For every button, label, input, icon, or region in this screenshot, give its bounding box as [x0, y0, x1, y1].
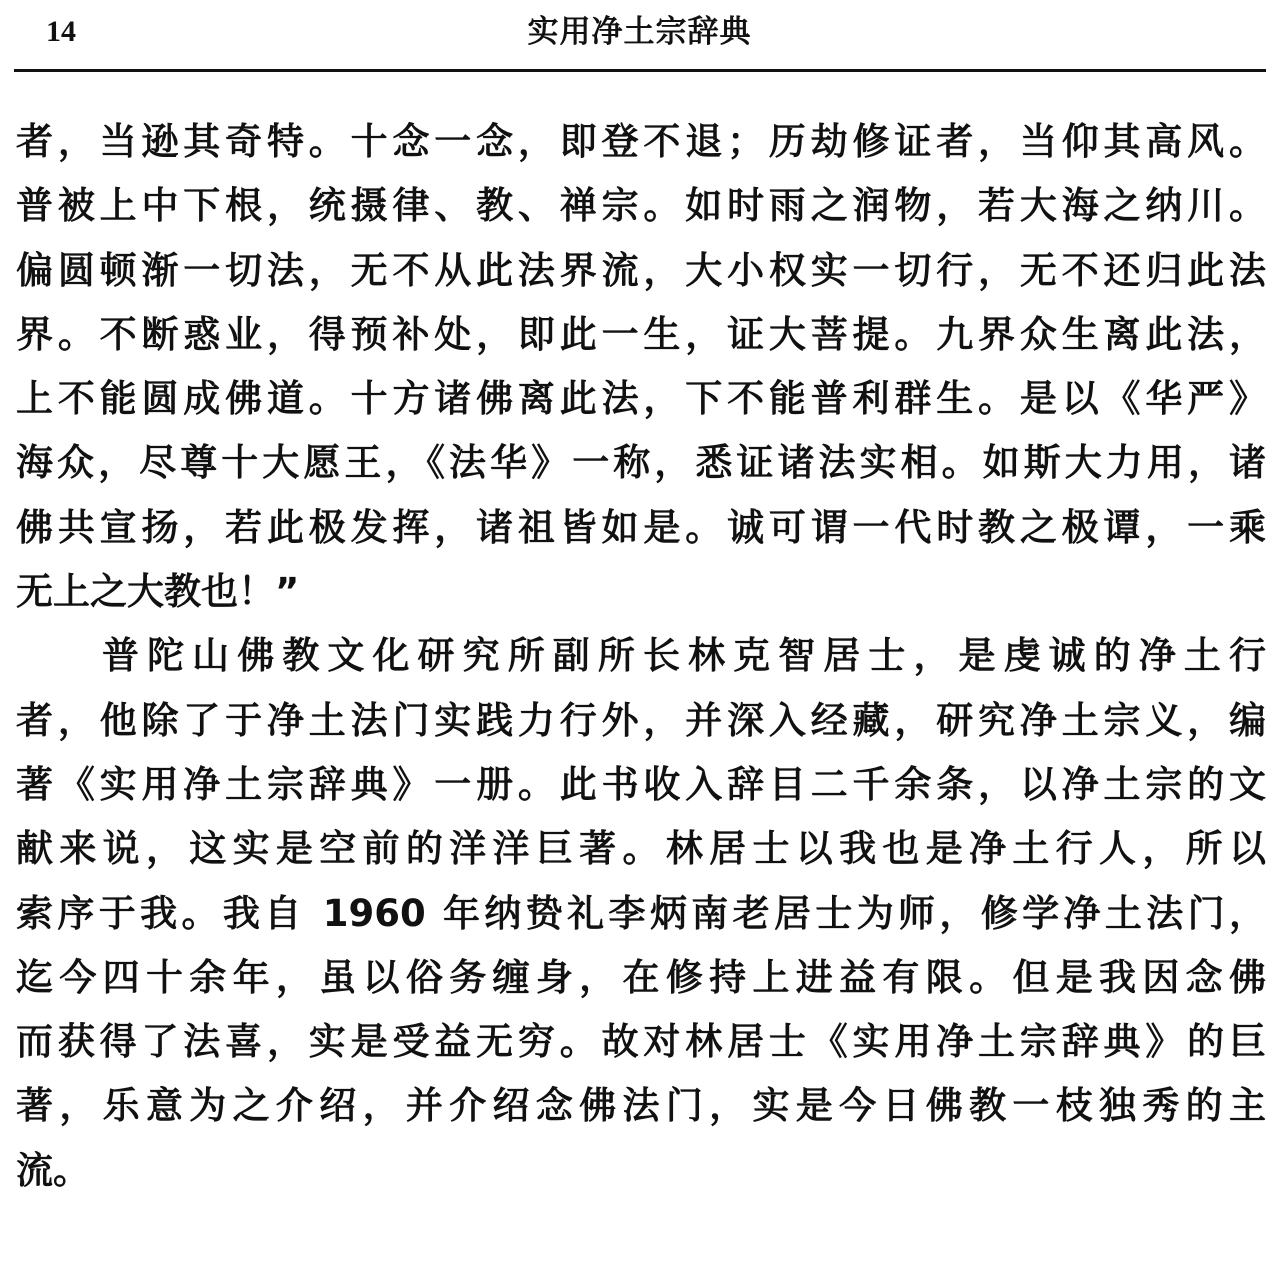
text-line: 著，乐意为之介绍，并介绍念佛法门，实是今日佛教一枝独秀的主	[16, 1084, 1266, 1128]
text-line: 著《实用净土宗辞典》一册。此书收入辞目二千余条，以净土宗的文	[16, 762, 1266, 806]
text-line: 献来说，这实是空前的洋洋巨著。林居士以我也是净土行人，所以	[16, 827, 1266, 871]
text-line: 索序于我。我自 1960 年纳贽礼李炳南老居士为师，修学净土法门，	[16, 891, 1266, 935]
text-line: 海众，尽尊十大愿王，《法华》一称，悉证诸法实相。如斯大力用，诸	[16, 441, 1266, 485]
paragraph-end-line: 无上之大教也！”	[16, 570, 300, 614]
text-line: 迄今四十余年，虽以俗务缠身，在修持上进益有限。但是我因念佛	[16, 955, 1266, 999]
text-line: 界。不断惑业，得预补处，即此一生，证大菩提。九界众生离此法，	[16, 312, 1266, 356]
running-title: 实用净土宗辞典	[527, 14, 752, 50]
paragraph-end-line: 流。	[16, 1148, 90, 1192]
paragraph-first-line: 普陀山佛教文化研究所副所长林克智居士，是虔诚的净土行	[102, 634, 1266, 678]
text-line: 上不能圆成佛道。十方诸佛离此法，下不能普利群生。是以《华严》	[16, 377, 1266, 421]
text-line: 普被上中下根，统摄律、教、禅宗。如时雨之润物，若大海之纳川。	[16, 184, 1266, 228]
header-rule	[14, 69, 1266, 72]
text-line: 而获得了法喜，实是受益无穷。故对林居士《实用净土宗辞典》的巨	[16, 1020, 1266, 1064]
text-line: 者，他除了于净土法门实践力行外，并深入经藏，研究净土宗义，编	[16, 698, 1266, 742]
body-text	[16, 110, 1266, 1203]
text-line: 偏圆顿渐一切法，无不从此法界流，大小权实一切行，无不还归此法	[16, 248, 1266, 292]
text-line: 者，当逊其奇特。十念一念，即登不退；历劫修证者，当仰其高风。	[16, 120, 1266, 163]
text-line: 佛共宣扬，若此极发挥，诸祖皆如是。诚可谓一代时教之极谭，一乘	[16, 505, 1266, 549]
page-number: 14	[46, 15, 76, 48]
